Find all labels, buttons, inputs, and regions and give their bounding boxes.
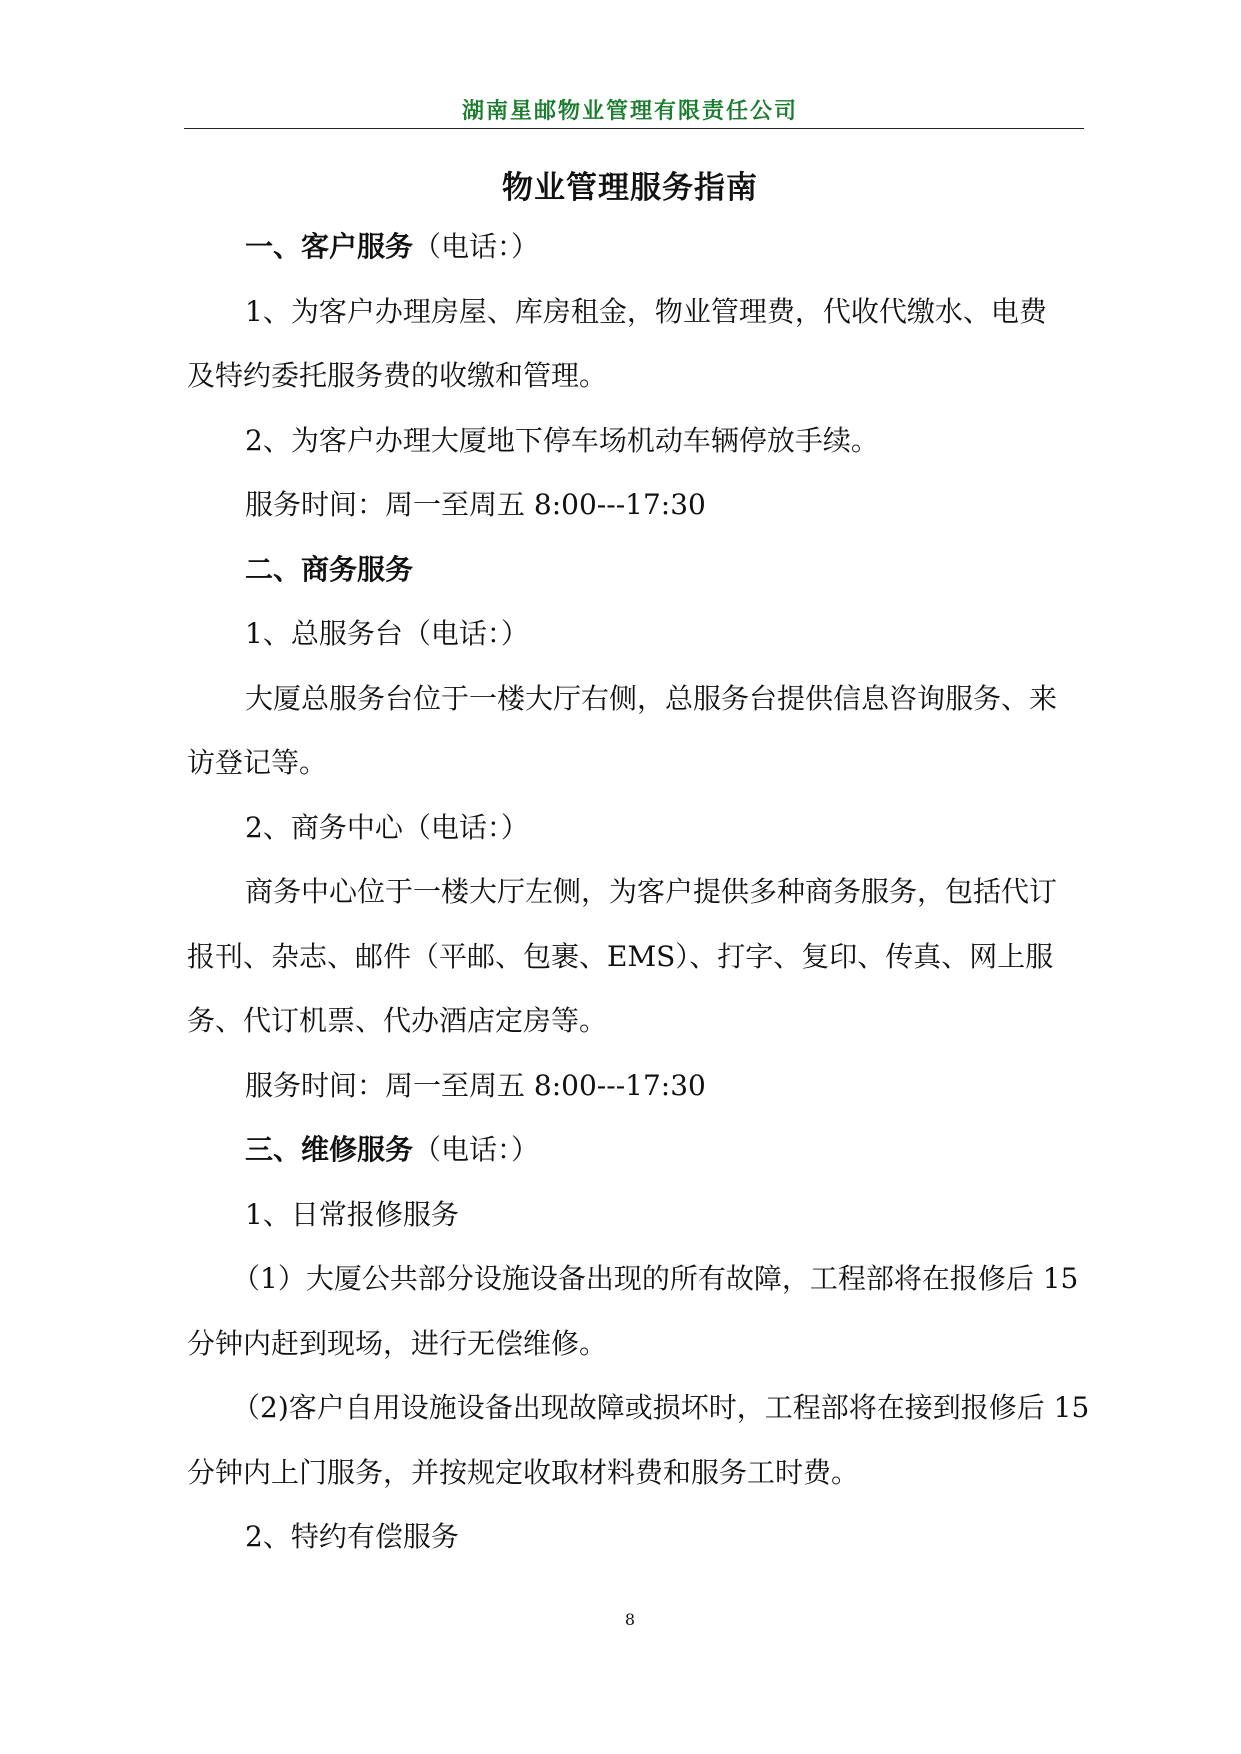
paragraph-line: 及特约委托服务费的收缴和管理。	[187, 359, 608, 392]
subsection-heading: 2、商务中心（电话：）	[245, 811, 529, 844]
service-hours: 服务时间：周一至周五 8:00---17:30	[245, 1069, 706, 1102]
paragraph-line: 报刊、杂志、邮件（平邮、包裹、EMS）、打字、复印、传真、网上服	[187, 940, 1054, 973]
paragraph-line: 务、代订机票、代办酒店定房等。	[187, 1004, 608, 1037]
paragraph-line: 访登记等。	[187, 746, 328, 779]
section-heading-text: 三、维修服务	[245, 1133, 414, 1166]
document-title: 物业管理服务指南	[502, 170, 758, 206]
paragraph-line: 1、为客户办理房屋、库房租金，物业管理费，代收代缴水、电费	[245, 295, 1047, 328]
paragraph-line: 分钟内赶到现场，进行无偿维修。	[187, 1327, 608, 1360]
section-heading-business-service: 二、商务服务	[245, 553, 414, 586]
section-heading-text: 一、客户服务	[245, 230, 414, 263]
subsection-heading: 1、总服务台（电话：）	[245, 617, 529, 650]
phone-note: （电话：）	[413, 230, 540, 263]
section-heading-customer-service	[245, 229, 539, 265]
paragraph-line: （2)客户自用设施设备出现故障或损坏时，工程部将在接到报修后 15	[232, 1391, 1090, 1424]
phone-note: （电话：）	[413, 1133, 540, 1166]
company-header: 湖南星邮物业管理有限责任公司	[461, 99, 798, 124]
paragraph-line: 分钟内上门服务，并按规定收取材料费和服务工时费。	[187, 1456, 860, 1489]
paragraph-line: （1）大厦公共部分设施设备出现的所有故障，工程部将在报修后 15	[232, 1262, 1079, 1295]
subsection-heading: 2、特约有偿服务	[245, 1520, 459, 1553]
subsection-heading: 1、日常报修服务	[245, 1198, 459, 1231]
page-number: 8	[624, 1610, 636, 1629]
section-heading-repair-service	[245, 1132, 539, 1168]
paragraph-line: 大厦总服务台位于一楼大厅右侧，总服务台提供信息咨询服务、来	[245, 682, 1058, 715]
paragraph-line: 商务中心位于一楼大厅左侧，为客户提供多种商务服务，包括代订	[245, 875, 1058, 908]
paragraph-line: 2、为客户办理大厦地下停车场机动车辆停放手续。	[245, 424, 879, 457]
service-hours: 服务时间：周一至周五 8:00---17:30	[245, 488, 706, 521]
header-divider	[184, 128, 1084, 129]
